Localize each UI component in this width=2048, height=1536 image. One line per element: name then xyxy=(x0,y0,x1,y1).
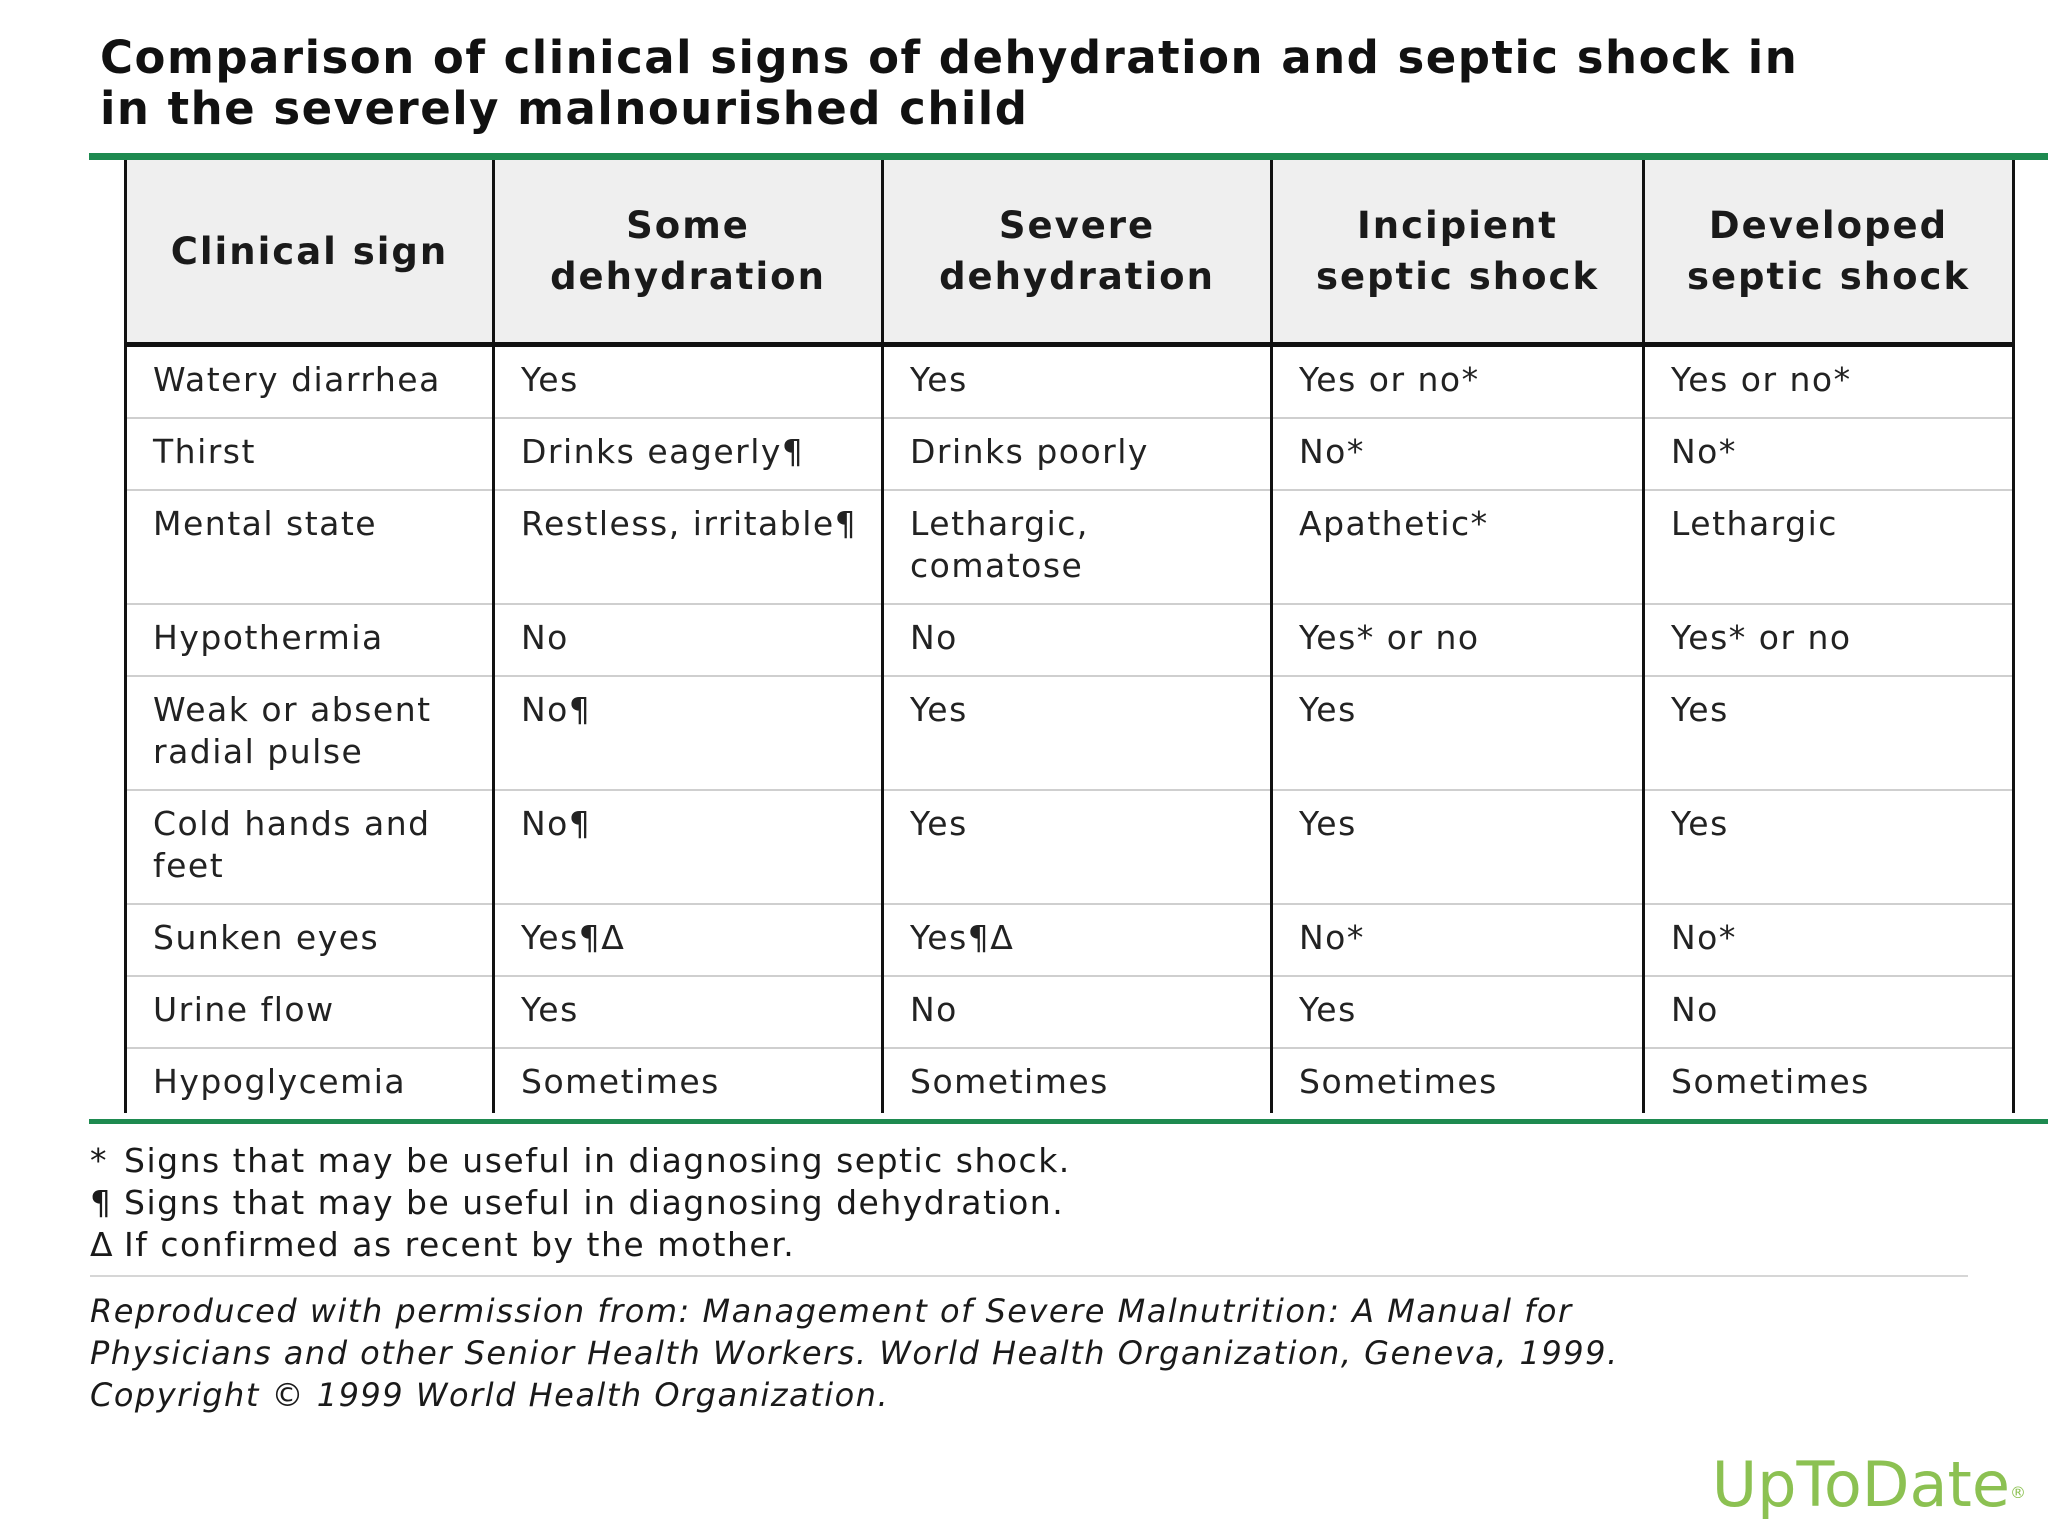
cell-some-dehydration: Drinks eagerly¶ xyxy=(494,418,883,490)
footnote-septic-shock xyxy=(90,1140,1990,1182)
divider xyxy=(90,1275,1968,1277)
cell-incipient-septic-shock: Yes or no* xyxy=(1272,345,1644,419)
table-row xyxy=(126,604,2014,676)
header-developed-septic-shock: Developed septic shock xyxy=(1644,160,2014,345)
bottom-green-rule xyxy=(89,1119,2048,1124)
footnote-text: Signs that may be useful in diagnosing septic shock. xyxy=(124,1141,1071,1180)
header-some-dehydration: Some dehydration xyxy=(494,160,883,345)
cell-clinical-sign: Watery diarrhea xyxy=(126,345,494,419)
cell-developed-septic-shock: No xyxy=(1644,976,2014,1048)
footnote-text: Signs that may be useful in diagnosing dehydration. xyxy=(124,1183,1065,1222)
cell-developed-septic-shock: Yes or no* xyxy=(1644,345,2014,419)
cell-incipient-septic-shock: Sometimes xyxy=(1272,1048,1644,1113)
source-citation xyxy=(90,1290,2000,1416)
footnote-symbol: ¶ xyxy=(90,1183,113,1222)
logo-text: UpToDate xyxy=(1711,1448,2010,1521)
table-row xyxy=(126,345,2014,419)
cell-clinical-sign: Hypothermia xyxy=(126,604,494,676)
cell-severe-dehydration: Drinks poorly xyxy=(883,418,1272,490)
cell-some-dehydration: No¶ xyxy=(494,790,883,904)
cell-some-dehydration: Restless, irritable¶ xyxy=(494,490,883,604)
table-row xyxy=(126,790,2014,904)
cell-some-dehydration: Sometimes xyxy=(494,1048,883,1113)
table-row xyxy=(126,676,2014,790)
cell-severe-dehydration: Yes xyxy=(883,676,1272,790)
cell-developed-septic-shock: Sometimes xyxy=(1644,1048,2014,1113)
uptodate-logo xyxy=(1712,1450,2026,1520)
footnote-recent xyxy=(90,1224,1990,1266)
header-clinical-sign: Clinical sign xyxy=(126,160,494,345)
cell-severe-dehydration: No xyxy=(883,604,1272,676)
citation-line-2: Physicians and other Senior Health Workers. World Health Organization, Geneva, 1999. xyxy=(90,1334,1619,1372)
cell-some-dehydration: Yes xyxy=(494,976,883,1048)
cell-severe-dehydration: Sometimes xyxy=(883,1048,1272,1113)
cell-incipient-septic-shock: Yes xyxy=(1272,790,1644,904)
table-row xyxy=(126,418,2014,490)
cell-clinical-sign: Thirst xyxy=(126,418,494,490)
footnote-dehydration xyxy=(90,1182,1990,1224)
cell-developed-septic-shock: Yes xyxy=(1644,676,2014,790)
header-incipient-septic-shock: Incipient septic shock xyxy=(1272,160,1644,345)
top-green-rule xyxy=(89,153,2048,160)
cell-incipient-septic-shock: Yes xyxy=(1272,676,1644,790)
citation-line-1: Reproduced with permission from: Management of Severe Malnutrition: A Manual for xyxy=(90,1292,1573,1330)
table-title xyxy=(100,32,2020,134)
cell-some-dehydration: Yes¶Δ xyxy=(494,904,883,976)
cell-incipient-septic-shock: No* xyxy=(1272,418,1644,490)
cell-incipient-septic-shock: No* xyxy=(1272,904,1644,976)
footnote-symbol: * xyxy=(90,1141,108,1180)
citation-line-3: Copyright © 1999 World Health Organization. xyxy=(90,1376,890,1414)
cell-incipient-septic-shock: Yes* or no xyxy=(1272,604,1644,676)
table-row xyxy=(126,904,2014,976)
cell-severe-dehydration: Lethargic, comatose xyxy=(883,490,1272,604)
cell-clinical-sign: Sunken eyes xyxy=(126,904,494,976)
table-row xyxy=(126,976,2014,1048)
registered-mark: ® xyxy=(2010,1483,2026,1502)
cell-developed-septic-shock: Lethargic xyxy=(1644,490,2014,604)
cell-clinical-sign: Cold hands and feet xyxy=(126,790,494,904)
cell-severe-dehydration: Yes¶Δ xyxy=(883,904,1272,976)
cell-some-dehydration: No xyxy=(494,604,883,676)
cell-developed-septic-shock: Yes* or no xyxy=(1644,604,2014,676)
cell-some-dehydration: No¶ xyxy=(494,676,883,790)
footnote-text: If confirmed as recent by the mother. xyxy=(124,1225,796,1264)
cell-severe-dehydration: Yes xyxy=(883,345,1272,419)
cell-developed-septic-shock: No* xyxy=(1644,904,2014,976)
cell-severe-dehydration: No xyxy=(883,976,1272,1048)
comparison-table xyxy=(124,160,2015,1113)
cell-incipient-septic-shock: Yes xyxy=(1272,976,1644,1048)
cell-incipient-septic-shock: Apathetic* xyxy=(1272,490,1644,604)
cell-developed-septic-shock: No* xyxy=(1644,418,2014,490)
footnote-symbol: Δ xyxy=(90,1225,115,1264)
title-line-1: Comparison of clinical signs of dehydration and septic shock in xyxy=(100,31,1799,84)
cell-clinical-sign: Mental state xyxy=(126,490,494,604)
header-row xyxy=(126,160,2014,345)
cell-some-dehydration: Yes xyxy=(494,345,883,419)
header-severe-dehydration: Severe dehydration xyxy=(883,160,1272,345)
title-line-2: in the severely malnourished child xyxy=(100,82,1029,135)
cell-clinical-sign: Weak or absent radial pulse xyxy=(126,676,494,790)
table-row xyxy=(126,1048,2014,1113)
cell-severe-dehydration: Yes xyxy=(883,790,1272,904)
table-row xyxy=(126,490,2014,604)
cell-clinical-sign: Hypoglycemia xyxy=(126,1048,494,1113)
cell-clinical-sign: Urine flow xyxy=(126,976,494,1048)
footnotes xyxy=(90,1140,1990,1266)
cell-developed-septic-shock: Yes xyxy=(1644,790,2014,904)
